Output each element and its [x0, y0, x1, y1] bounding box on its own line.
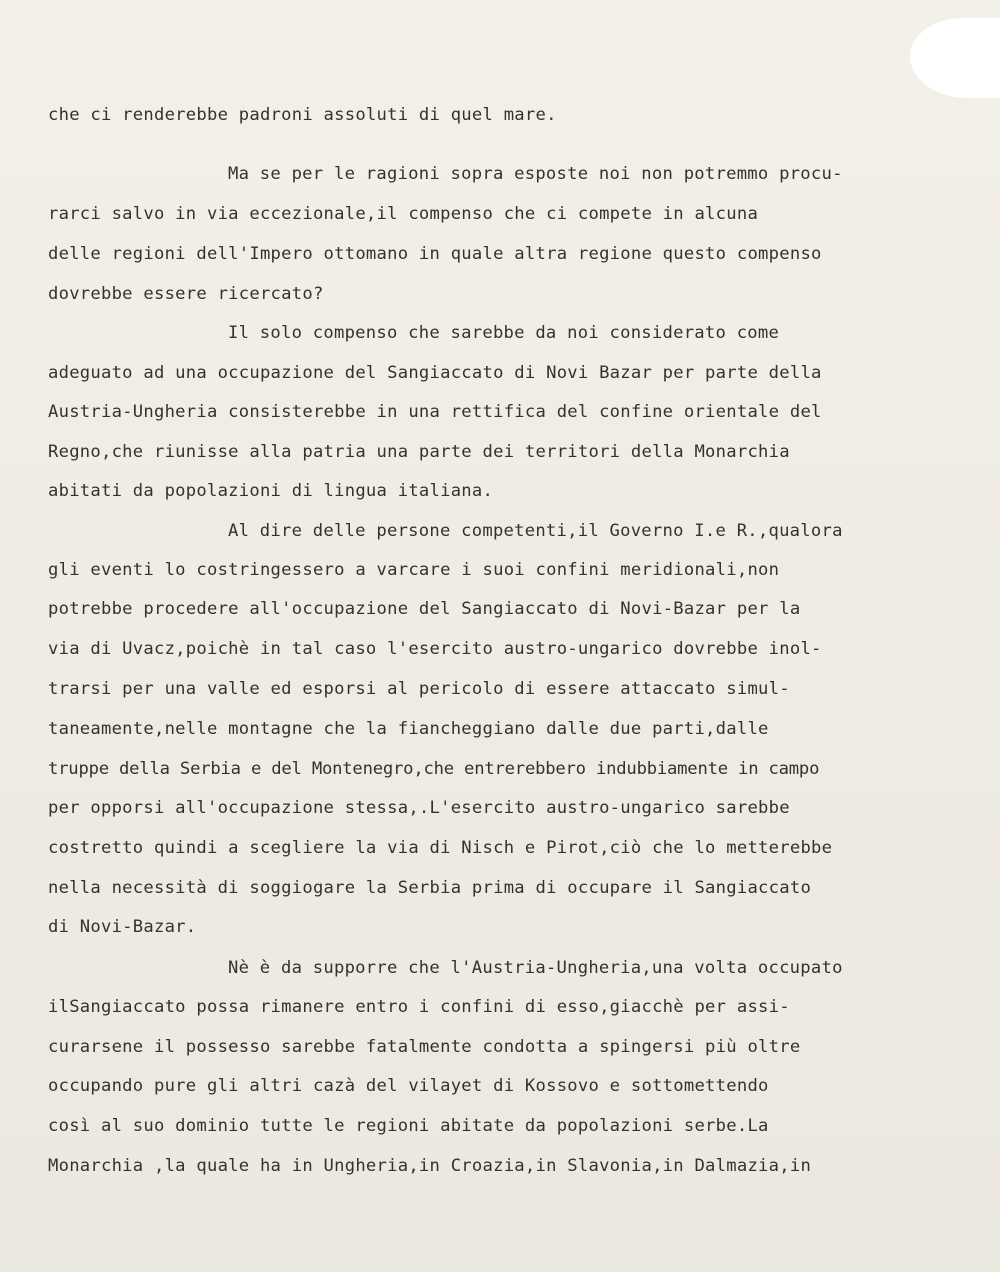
text-line: Austria-Ungheria consisterebbe in una rettifica del confine orientale del — [48, 402, 822, 422]
text-line: Nè è da supporre che l'Austria-Ungheria,una volta occupato — [228, 958, 843, 978]
text-line: delle regioni dell'Impero ottomano in quale altra regione questo compenso — [48, 244, 822, 264]
text-line: abitati da popolazioni di lingua italiana. — [48, 481, 494, 501]
text-line: curarsene il possesso sarebbe fatalmente condotta a spingersi più oltre — [48, 1037, 801, 1057]
text-line: potrebbe procedere all'occupazione del Sangiaccato di Novi-Bazar per la — [48, 599, 801, 619]
text-line: che ci renderebbe padroni assoluti di quel mare. — [48, 105, 557, 125]
text-line: via di Uvacz,poichè in tal caso l'esercito austro-ungarico dovrebbe inol- — [48, 639, 822, 659]
text-line: occupando pure gli altri cazà del vilayet di Kossovo e sottomettendo — [48, 1076, 769, 1096]
text-line: nella necessità di soggiogare la Serbia prima di occupare il Sangiaccato — [48, 878, 812, 898]
text-line: taneamente,nelle montagne che la fiancheggiano dalle due parti,dalle — [48, 719, 769, 739]
text-line: Il solo compenso che sarebbe da noi considerato come — [228, 323, 780, 343]
text-line: così al suo dominio tutte le regioni abitate da popolazioni serbe.La — [48, 1116, 769, 1136]
text-line: costretto quindi a scegliere la via di Nisch e Pirot,ciò che lo metterebbe — [48, 838, 833, 858]
text-line: rarci salvo in via eccezionale,il compenso che ci compete in alcuna — [48, 204, 759, 224]
text-line: ilSangiaccato possa rimanere entro i confini di esso,giacchè per assi- — [48, 997, 790, 1017]
text-line: di Novi-Bazar. — [48, 917, 197, 937]
text-line: Monarchia ,la quale ha in Ungheria,in Croazia,in Slavonia,in Dalmazia,in — [48, 1156, 812, 1176]
text-line: Ma se per le ragioni sopra esposte noi non potremmo procu- — [228, 164, 843, 184]
text-line: trarsi per una valle ed esporsi al pericolo di essere attaccato simul- — [48, 679, 790, 699]
text-line: gli eventi lo costringessero a varcare i suoi confini meridionali,non — [48, 560, 780, 580]
text-line: per opporsi all'occupazione stessa,.L'esercito austro-ungarico sarebbe — [48, 798, 790, 818]
text-line: dovrebbe essere ricercato? — [48, 284, 324, 304]
text-line: Al dire delle persone competenti,il Governo I.e R.,qualora — [228, 521, 843, 541]
text-line: adeguato ad una occupazione del Sangiaccato di Novi Bazar per parte della — [48, 363, 822, 383]
text-line: truppe della Serbia e del Montenegro,che entrerebbero indubbiamente in campo — [48, 759, 820, 779]
text-line: Regno,che riunisse alla patria una parte dei territori della Monarchia — [48, 442, 790, 462]
